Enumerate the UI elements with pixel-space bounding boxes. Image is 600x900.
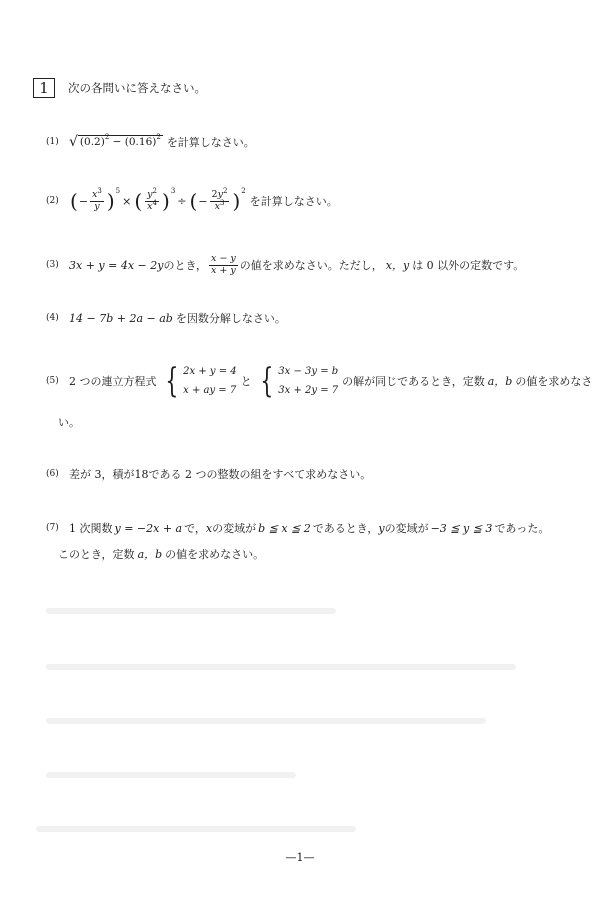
bleed-through-line: [46, 664, 516, 670]
equation-system-2: { 3x − 3y = b 3x + 2y = 7: [259, 361, 339, 401]
section-header: [33, 78, 206, 98]
sqrt-icon: √: [69, 134, 78, 150]
brace-icon: {: [259, 361, 273, 401]
brace-icon: {: [164, 361, 178, 401]
question-text: を計算しなさい。: [166, 136, 255, 149]
question-5-continuation: い。: [58, 416, 80, 429]
question-text: を計算しなさい。: [249, 195, 338, 209]
question-7-continuation: このとき，定数 a，b の値を求めなさい。: [58, 548, 265, 561]
section-instruction: 次の各問いに答えなさい。: [68, 81, 206, 95]
expression: 14 − 7b + 2a − ab: [69, 311, 173, 325]
question-text: を因数分解しなさい。: [175, 312, 286, 325]
question-number: (1): [46, 137, 59, 147]
question-number: (5): [46, 376, 59, 386]
fraction: $\frac{x - y}{x + y}$: [211, 253, 236, 276]
section-number-box: 1: [33, 78, 55, 98]
question-4: [46, 310, 286, 326]
question-6: [46, 466, 371, 482]
bleed-through-line: [46, 608, 336, 614]
equation: 3x + y = 4x − 2y: [69, 258, 164, 272]
sqrt-expression: √ $(0.2)^2 - (0.16)^2$: [69, 133, 161, 150]
question-text: 差が 3，積が18である 2 つの整数の組をすべて求めなさい。: [69, 468, 372, 481]
page-number: —1—: [285, 851, 315, 864]
question-3: (3) 3x + y = 4x − 2y のとき， $\frac{x - y}{x + y}$ の値を求めなさい。ただし， x，y は 0 以外の定数です。: [46, 253, 525, 276]
question-number: (6): [46, 469, 59, 479]
question-number: (4): [46, 313, 59, 323]
question-5: (5) 2 つの連立方程式 { 2x + y = 4 x + ay = 7 と { 3x − 3y = b 3x + 2y = 7 の解が同じであるとき，定数 a，b の値を求めなさ: [46, 361, 593, 401]
bleed-through-line: [46, 772, 296, 778]
question-number: (3): [46, 260, 59, 271]
question-number: (2): [46, 196, 59, 207]
question-2: (2) ( − $\frac{x^3}{y}$ ) 5 × ( $\frac{y^2}{x^4}$ ) 3 ÷ ( − $\frac{2y^2}{x^3}$ ) 2 を計算しなさい。: [46, 187, 338, 214]
bleed-through-line: [36, 826, 356, 832]
question-number: (7): [46, 523, 59, 533]
equation-system-1: { 2x + y = 4 x + ay = 7: [164, 361, 237, 401]
question-1: [46, 134, 255, 150]
question-7: (7) 1 次関数 y = −2x + a で， x の変域が b ≦ x ≦ 2 であるとき， y の変域が −3 ≦ y ≦ 3 であった。: [46, 521, 550, 535]
bleed-through-line: [46, 718, 486, 724]
